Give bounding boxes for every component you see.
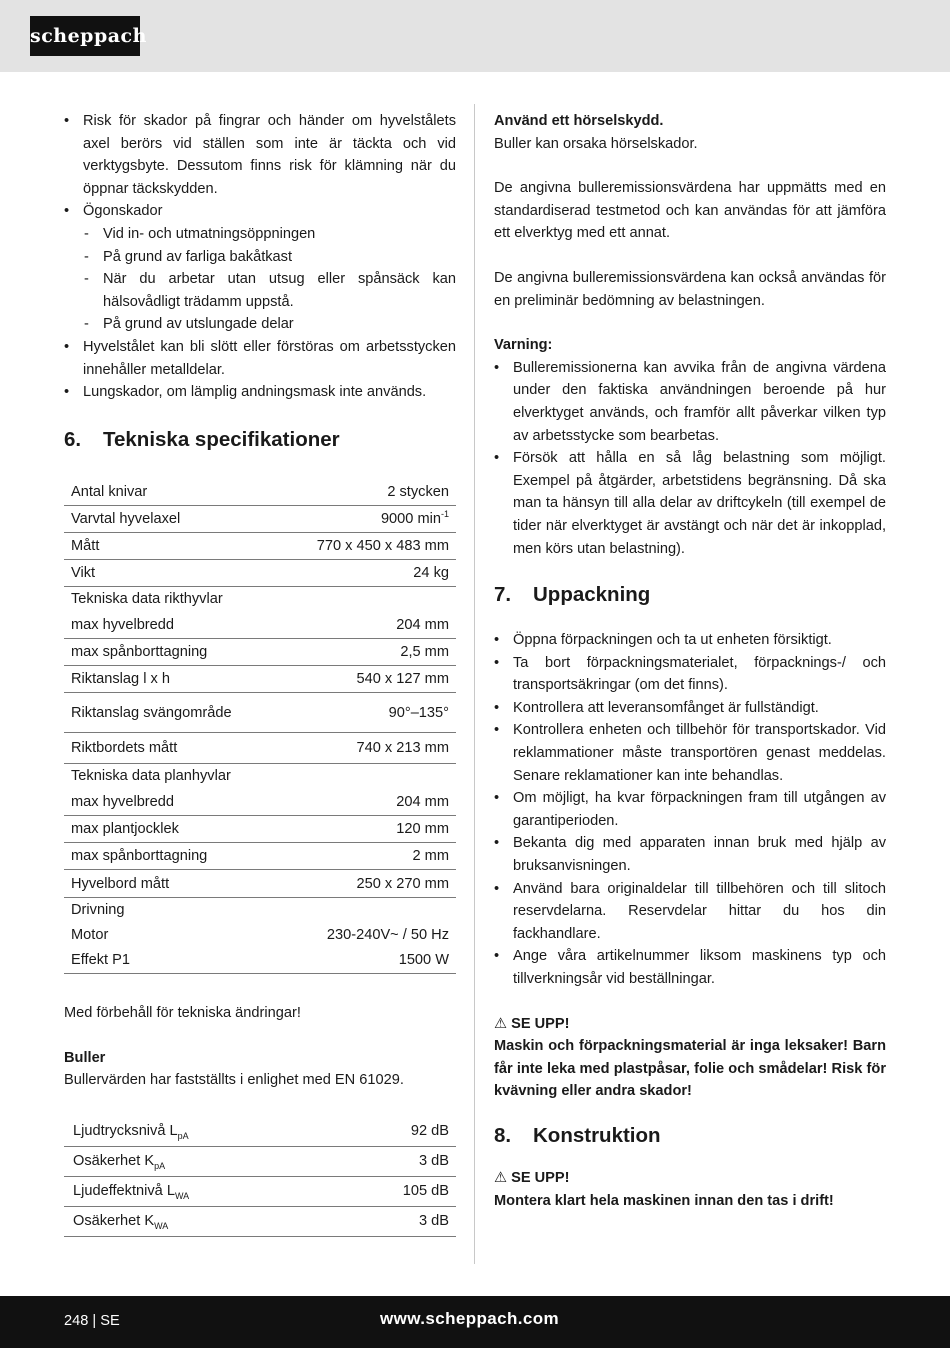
spec-row [64, 560, 456, 587]
spec-row [64, 870, 456, 898]
noise-value: 3 dB [333, 1146, 456, 1176]
unpack-item: • Ange våra artikelnummer liksom maskinens typ och tillverkningsår vid beställningar. [494, 945, 886, 990]
section-6-heading: 6. Tekniska specifikationer [64, 427, 340, 451]
spec-label: Riktanslag svängområde [64, 693, 277, 733]
spec-value [277, 870, 456, 898]
spec-value [277, 816, 456, 843]
spec-label: Mått [64, 533, 277, 560]
spec-value-text: 540 x 127 mm [356, 671, 449, 688]
spec-label: max hyvelbredd [64, 612, 277, 639]
bullet-item: • Ögonskador [64, 200, 456, 223]
varning-item: • Bulleremissionerna kan avvika från de angivna värdena under den faktiska användningen beroende på hur elverktyget används, och framför allt påverkar vilken typ av arbetsstycke som bearbetas. [494, 357, 886, 447]
spec-row [64, 693, 456, 733]
noise-label [64, 1176, 333, 1206]
unpack-item: • Kontrollera enheten och tillbehör för transportskador. Vid reklammationer måste transportören genast meddelas. Senare reklamationer kan inte behandlas. [494, 719, 886, 787]
spec-row [64, 816, 456, 843]
spec-label: max hyvelbredd [64, 789, 277, 816]
caution-2-text: Montera klart hela maskinen innan den tas i drift! [494, 1192, 834, 1209]
spec-row [64, 612, 456, 639]
noise-label-text: Osäkerhet K [73, 1213, 155, 1229]
unpack-item: • Om möjligt, ha kvar förpackningen fram till utgången av garantiperioden. [494, 787, 886, 832]
spec-label: Effekt P1 [64, 948, 277, 974]
noise-row [64, 1176, 456, 1206]
spec-label: Riktbordets mått [64, 733, 277, 764]
spec-value-sup: -1 [440, 509, 449, 520]
spec-table [64, 479, 456, 975]
spec-value-text: 770 x 450 x 483 mm [316, 538, 449, 555]
noise-row [64, 1116, 456, 1146]
safety-risk-list [64, 110, 456, 404]
footer-bar [0, 1296, 950, 1348]
spec-row [64, 733, 456, 764]
varning-heading: Varning: [494, 337, 553, 354]
bullet-item: • Lungskador, om lämplig andningsmask inte används. [64, 381, 456, 404]
spec-value-text: 204 mm [396, 793, 449, 810]
spec-value-text: 204 mm [396, 616, 449, 633]
spec-value [277, 898, 456, 923]
noise-text: Bullervärden har fastställts i enlighet med EN 61029. [64, 1072, 404, 1089]
reserve-note: Med förbehåll för tekniska ändringar! [64, 1005, 301, 1022]
spec-value-text: 250 x 270 mm [356, 875, 449, 892]
spec-value-text: 9000 min [380, 511, 441, 528]
spec-value [277, 533, 456, 560]
spec-value-text: 2 stycken [387, 483, 449, 500]
noise-label [64, 1116, 333, 1146]
spec-row [64, 533, 456, 560]
spec-row [64, 506, 456, 533]
spec-value [277, 612, 456, 639]
spec-value-text: 24 kg [413, 565, 449, 582]
caution-1-title: ⚠ SE UPP! [494, 1013, 886, 1036]
noise-label-text: Osäkerhet K [73, 1153, 155, 1169]
spec-value [277, 693, 456, 733]
spec-label: Antal knivar [64, 479, 277, 506]
spec-value-text: 120 mm [396, 821, 449, 838]
spec-value-text: 2 mm [412, 848, 449, 865]
hearing-protection-text: Buller kan orsaka hörselskador. [494, 135, 698, 152]
spec-value [277, 948, 456, 974]
warning-triangle-icon: ⚠ [494, 1015, 508, 1032]
spec-row [64, 789, 456, 816]
emission-paragraph-1: De angivna bulleremissionsvärdena har uppmätts med en standardiserad testmetod och kan användas för att jämföra ett elverktyg med ett annat. [494, 180, 886, 242]
header-bar [0, 0, 950, 72]
page-number: 248 | SE [64, 1313, 120, 1329]
spec-row [64, 898, 456, 923]
spec-label: Tekniska data rikthyvlar [71, 591, 223, 608]
warning-triangle-icon: ⚠ [494, 1169, 508, 1186]
unpack-item: • Ta bort förpackningsmaterialet, förpacknings-/ och transportsäkringar (om det finns). [494, 652, 886, 697]
spec-value [277, 639, 456, 666]
spec-label: Hyvelbord mått [64, 870, 277, 898]
caution-1-text: Maskin och förpackningsmaterial är inga leksaker! Barn får inte leka med plastpåsar, folie och smådelar! Risk för kvävning eller andra skador! [494, 1038, 886, 1100]
unpack-item: • Öppna förpackningen och ta ut enheten försiktigt. [494, 629, 886, 652]
noise-label [64, 1206, 333, 1236]
unpacking-list [494, 629, 886, 991]
noise-label-sub: WA [174, 1190, 190, 1201]
emission-paragraph-2: De angivna bulleremissionsvärdena kan också användas för en preliminär bedömning av belastningen. [494, 269, 886, 309]
noise-label-text: Ljudtrycksnivå L [73, 1122, 178, 1139]
spec-value-text: 2,5 mm [400, 644, 449, 661]
dash-item: - När du arbetar utan utsug eller spånsäck kan hälsovådligt trädamm uppstå. [64, 268, 456, 313]
spec-value [277, 923, 456, 948]
bullet-item: • Risk för skador på fingrar och händer om hyvelstålets axel berörs vid ställen som inte är täckta och vid verktygsbyte. Dessutom finns risk för klämning när du öppnar täckskydden. [64, 110, 456, 200]
noise-value: 3 dB [333, 1206, 456, 1236]
spec-row [64, 639, 456, 666]
spec-value [277, 587, 456, 612]
spec-label: Varvtal hyvelaxel [64, 506, 277, 533]
spec-row [64, 587, 456, 612]
spec-row [64, 666, 456, 693]
spec-label: Drivning [71, 902, 125, 919]
spec-value [277, 733, 456, 764]
varning-list [494, 357, 886, 560]
spec-value [277, 560, 456, 587]
noise-label-text: Ljudeffektnivå L [73, 1183, 175, 1199]
varning-item: • Försök att hålla en så låg belastning som möjligt. Exempel på åtgärder, arbetstidens begränsning. Då ska man ta hänsyn till alla delar av driftcykeln (till exempel de tider när elverktyget är avstängt och när det är inkopplad, men körs utan belastning). [494, 447, 886, 560]
section-8-heading: 8. Konstruktion [494, 1123, 661, 1147]
spec-label: max plantjocklek [64, 816, 277, 843]
spec-row [64, 764, 456, 789]
left-column [64, 110, 456, 1237]
spec-value [277, 789, 456, 816]
spec-label: Motor [71, 927, 109, 944]
website-link[interactable]: www.scheppach.com [380, 1309, 560, 1328]
spec-row [64, 923, 456, 948]
spec-value [277, 666, 456, 693]
spec-value-text: 1500 W [398, 952, 449, 969]
noise-row [64, 1146, 456, 1176]
spec-label: max spånborttagning [64, 639, 277, 666]
spec-row [64, 479, 456, 506]
noise-label [64, 1146, 333, 1176]
bullet-item: • Hyvelstålet kan bli slött eller förstöras om arbetsstycken innehåller metalldelar. [64, 336, 456, 381]
dash-item: - På grund av utslungade delar [64, 313, 456, 336]
spec-row [64, 948, 456, 974]
noise-label-sub: WA [154, 1220, 169, 1231]
spec-label: Riktanslag l x h [64, 666, 277, 693]
noise-label-sub: pA [177, 1130, 189, 1141]
noise-value: 105 dB [333, 1176, 456, 1206]
spec-label: max spånborttagning [64, 843, 277, 870]
spec-label: Vikt [64, 560, 277, 587]
spec-value [277, 506, 456, 533]
noise-value: 92 dB [333, 1116, 456, 1146]
dash-item: - På grund av farliga bakåtkast [64, 246, 456, 269]
dash-item: - Vid in- och utmatningsöppningen [64, 223, 456, 246]
noise-heading: Buller [64, 1049, 106, 1066]
spec-label: Tekniska data planhyvlar [71, 768, 231, 785]
noise-table [64, 1116, 456, 1237]
scheppach-logo: scheppach [30, 16, 140, 56]
right-column [494, 110, 886, 1212]
spec-value-text: 740 x 213 mm [356, 740, 449, 757]
unpack-item: • Använd bara originaldelar till tillbehören och till slitoch reservdelarna. Reservdelar hittar du hos din fackhandlare. [494, 878, 886, 946]
caution-2-title: ⚠ SE UPP! [494, 1167, 886, 1190]
noise-label-sub: pA [154, 1160, 166, 1171]
unpack-item: • Kontrollera att leveransomfånget är fullständigt. [494, 697, 886, 720]
spec-value [277, 764, 456, 789]
spec-value-text: 230-240V~ / 50 Hz [326, 927, 449, 944]
column-divider [474, 104, 475, 1264]
spec-row [64, 843, 456, 870]
section-7-heading: 7. Uppackning [494, 583, 651, 607]
hearing-protection-heading: Använd ett hörselskydd. [494, 113, 664, 129]
spec-value-text: 90°–135° [388, 704, 449, 721]
spec-value [277, 479, 456, 506]
unpack-item: • Bekanta dig med apparaten innan bruk med hjälp av bruksanvisningen. [494, 832, 886, 877]
noise-row [64, 1206, 456, 1236]
spec-value [277, 843, 456, 870]
